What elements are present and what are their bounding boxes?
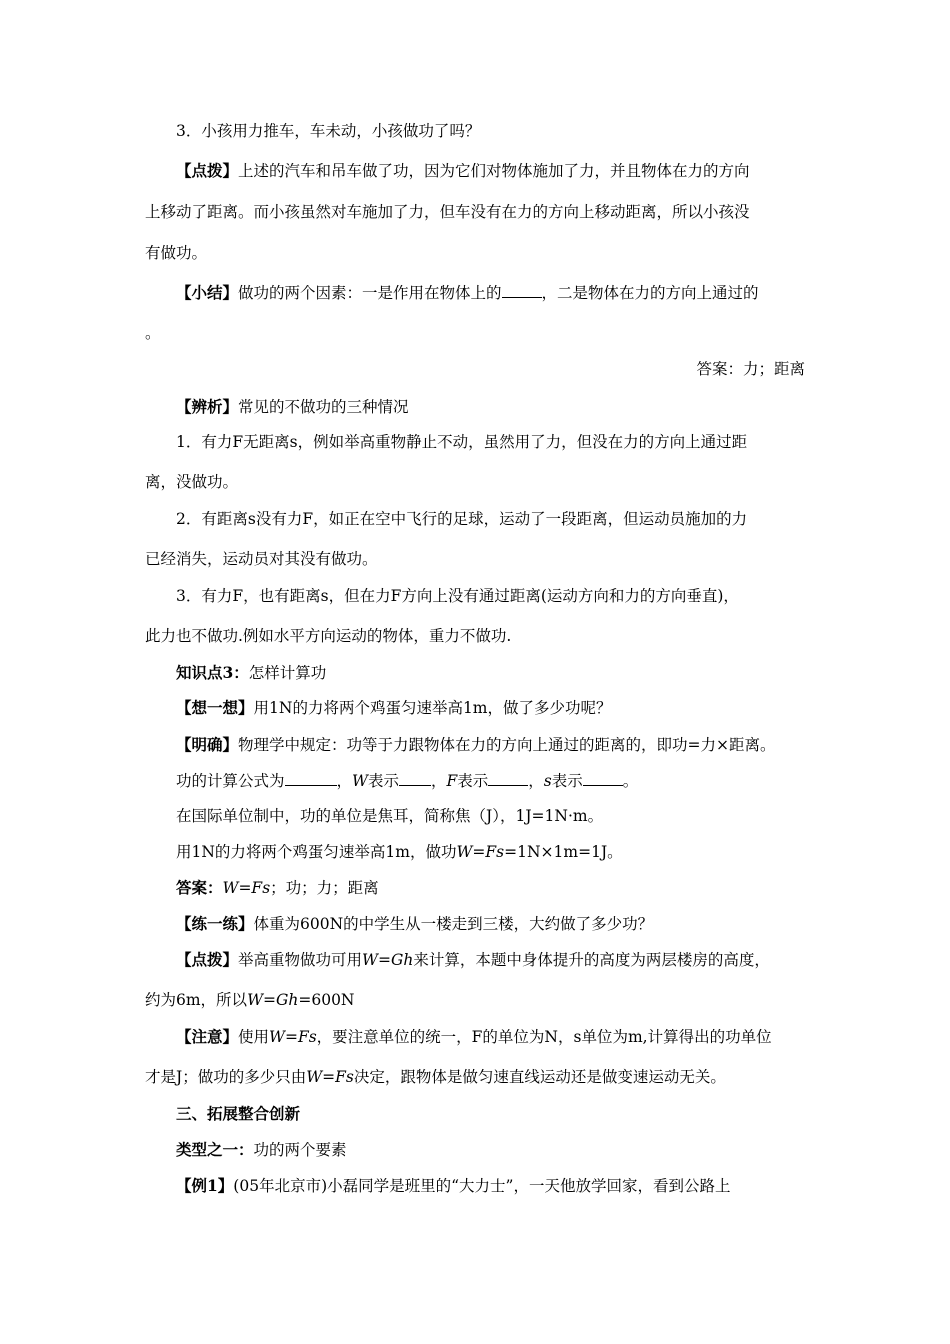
example-1-text: (05年北京市)小磊同学是班里的“大力士”，一天他放学回家，看到公路上 [233,1177,731,1195]
formula-line: 功的计算公式为 ，W表示 ，F表示 ，s表示 。 [176,772,639,790]
note-text-d: 决定，跟物体是做匀速直线运动还是做变速运动无关。 [353,1068,726,1086]
hint-2-text-b: 来计算，本题中身体提升的高度为两层楼房的高度， [413,951,770,969]
answer-formula: W=Fs [222,879,271,897]
hint-2-text-c: 约为6m，所以 [145,991,248,1009]
note-formula: W=Fs [269,1028,317,1046]
answer-line [145,358,805,380]
symbol-f-label: 表示 [457,772,489,790]
hint-paragraph-line-1 [176,160,805,182]
note-formula-2: W=Fs [306,1068,354,1086]
blank-w [399,770,431,786]
question-3-text: 3．小孩用力推车，车未动，小孩做功了吗？ [176,122,481,140]
case-3-line-1 [176,585,805,607]
summary-text-a: 做功的两个因素：一是作用在物体上的 [238,284,502,302]
knowledge-point-3 [176,662,805,684]
question-3 [176,120,805,142]
case-1-line-2 [145,471,805,493]
symbol-w: W [352,772,368,790]
case-2-text-2: 已经消失，运动员对其没有做功。 [145,550,378,568]
summary-text-b: ，二是物体在力的方向上通过的 [541,284,759,302]
think-line [176,697,805,719]
practice-tag: 【练一练】 [176,914,254,933]
symbol-s: s [543,772,552,790]
case-3-line-2 [145,625,805,647]
blank-f [488,770,528,786]
case-1-text-1: 1．有力F无距离s，例如举高重物静止不动，虽然用了力，但没在力的方向上通过距 [176,433,748,451]
symbol-f: F [446,772,458,790]
clarify-text: 物理学中规定：功等于力跟物体在力的方向上通过的距离的，即功=力×距离。 [238,736,776,754]
blank-force [502,282,542,298]
symbol-w-label: 表示 [367,772,399,790]
hint-2-line-2 [145,989,805,1011]
answer-line-2 [176,877,805,899]
note-text-b: ，要注意单位的统一，F的单位为N，s单位为m,计算得出的功单位 [316,1028,772,1046]
blank-s [583,770,623,786]
unit-line [176,805,805,827]
case-3-text-2: 此力也不做功.例如水平方向运动的物体，重力不做功. [145,627,512,645]
unit-text: 在国际单位制中，功的单位是焦耳，简称焦（J），1J=1N·m。 [176,807,604,825]
knowledge-point-tag: 知识点3： [176,663,249,682]
example-1-tag: 【例1】 [176,1176,234,1195]
hint-tag: 【点拨】 [176,161,239,180]
case-2-line-2 [145,548,805,570]
hint-paragraph-line-3 [145,242,805,264]
analysis-title: 常见的不做功的三种情况 [238,398,409,416]
type-line [176,1139,805,1161]
practice-line [176,913,805,935]
clarify-line [176,734,805,756]
practice-text: 体重为600N的中学生从一楼走到三楼，大约做了多少功？ [253,915,654,933]
summary-tag: 【小结】 [176,283,239,302]
blank-formula [285,770,337,786]
hint-2-formula: W=Gh [362,951,414,969]
hint-text-3: 有做功。 [145,244,208,262]
egg-work-result: =1N×1m=1J。 [504,843,623,861]
note-text-a: 使用 [238,1028,270,1046]
hint-2-line-1 [176,949,805,971]
section-title: 三、拓展整合创新 [176,1104,301,1123]
egg-work-formula: W=Fs [456,843,505,861]
clarify-tag: 【明确】 [176,735,239,754]
formula-line-end: 。 [622,772,639,790]
hint-2-result: =600N [298,991,355,1009]
note-text-c: 才是J；做功的多少只由 [145,1068,307,1086]
summary-end: 。 [145,324,161,342]
case-3-text-1: 3．有力F，也有距离s，但在力F方向上没有通过距离(运动方向和力的方向垂直)， [176,587,739,605]
hint-text-2: 上移动了距离。而小孩虽然对车施加了力，但车没有在力的方向上移动距离，所以小孩没 [145,203,750,221]
analysis-tag: 【辨析】 [176,397,239,416]
think-text: 用1N的力将两个鸡蛋匀速举高1m，做了多少功呢？ [253,699,612,717]
answer-tag: 答案： [176,878,223,897]
note-tag: 【注意】 [176,1027,239,1046]
knowledge-point-title: 怎样计算功 [248,664,327,682]
case-1-text-2: 离，没做功。 [145,473,239,491]
summary-line-1 [176,282,805,304]
answer-text: 答案：力；距离 [696,360,805,378]
type-tag: 类型之一： [176,1140,254,1159]
symbol-s-label: 表示 [551,772,583,790]
think-tag: 【想一想】 [176,698,254,717]
hint-2-text-a: 举高重物做功可用 [238,951,363,969]
hint-2-tag: 【点拨】 [176,950,239,969]
egg-work-line [176,841,805,863]
answer-text-2: ；功；力；距离 [270,879,379,897]
hint-paragraph-line-2 [145,201,805,223]
hint-2-formula-2: W=Gh [247,991,299,1009]
example-1-line [176,1175,805,1197]
case-1-line-1 [176,431,805,453]
case-2-text-1: 2．有距离s没有力F，如正在空中飞行的足球，运动了一段距离，但运动员施加的力 [176,510,748,528]
formula-label: 功的计算公式为 [176,772,285,790]
section-heading [176,1103,805,1125]
type-title: 功的两个要素 [253,1141,347,1159]
analysis-heading [176,396,805,418]
note-line-2 [145,1066,805,1088]
case-2-line-1 [176,508,805,530]
hint-text-1: 上述的汽车和吊车做了功，因为它们对物体施加了力，并且物体在力的方向 [238,162,750,180]
summary-line-2 [145,322,805,344]
note-line-1 [176,1026,805,1048]
egg-work-text: 用1N的力将两个鸡蛋匀速举高1m，做功 [176,843,457,861]
